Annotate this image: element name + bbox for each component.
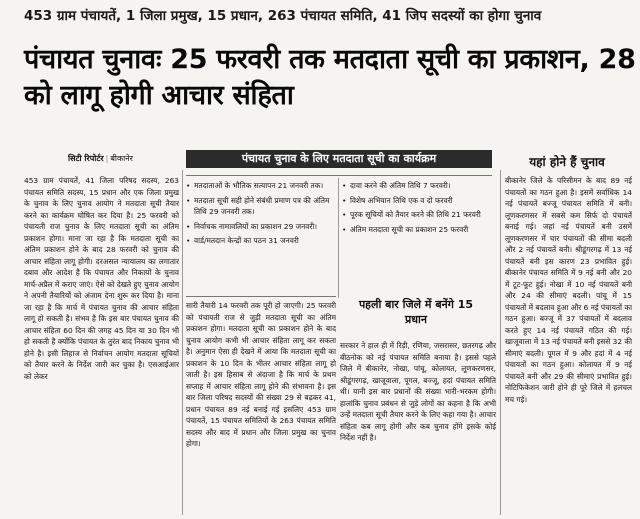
article-text: बीकानेर जिले के परिसीमन के बाद 89 नई पंचायतों का गठन हुआ है। इसमें सर्वाधिक 14 नई पंचायतें बज्जू पंचायत समिति में बनी। लूणकरणसर में सबसे कम सिर्फ दो पंचायतें बनाई गई। जहां नई पंचायतें बनी उसमें लूणकरणसर में चार पंचायतों की सीमा बदली और 2 नई पंचायतें बनी। श्रीडूंगरगढ़ में 13 नई पंचायतें बनी इस कारण 23 प्रभावित हुई। बीकानेर पंचायत समिति में 9 नई बनी और 20 में टूट-फूट हुई। नोखा में 10 नई पंचायतें बनी और 24 की सीमाएं बदली। पांचू में 15 पंचायतों में बदलाव हुआ और 6 नई पंचायतों का गठन हुआ। बज्जू में 37 पंचायतों में बदलाव करते हुए 14 नई पंचायतें गठित की गई। खाजूवाला में 13 नई पंचायतें बनी इससे 32 की सीमाएं बदली। पूगल में 9 और हदां में 4 नई पंचायतों का गठन हुआ। कोलायत में 9 नई पंचायतें बनी और 29 की सीमाएं प्रभावित हुई। नोटिफिकेशन जारी होने ही पूरे जिले में हलचल मच गई। bbox=[505, 176, 632, 404]
schedule-item: • अंतिम मतदाता सूची का प्रकाशन 25 फरवरी bbox=[342, 224, 492, 236]
subhead: पहली बार जिले में बनेंगे 15 प्रधान bbox=[358, 298, 474, 326]
schedule-list-right bbox=[342, 180, 492, 238]
kicker-line: 453 ग्राम पंचायतें, 1 जिला प्रमुख, 15 प्रधान, 263 पंचायत समिति, 41 जिप सदस्यों का होगा चुनाव bbox=[24, 8, 542, 24]
article-text: 453 ग्राम पंचायतें, 41 जिला परिषद सदस्य, 263 पंचायत समिति सदस्य, 15 प्रधान और एक जिला प्रमुख के चुनाव के लिए चुनाव आयोग ने मतदाता सूची तैयार करने का कार्यक्रम घोषित कर दिया है। 25 फरवरी को पंचायती राज चुनाव के लिए मतदाता सूची का अंतिम प्रकाशन होगा। माना जा रहा है कि मतदाता सूची का अंतिम प्रकाशन होने के बाद 28 फरवरी को चुनाव की आचार संहिता लागू होगी। दरअसल न्यायालय का लगातार दबाव और आदेश है कि पंचायत और निकायों के चुनाव मार्च-अप्रैल में कराए जाएं। ऐसे को देखते हुए चुनाव आयोग ने अपनी तैयारियों को अंजाम देना शुरू कर दिया है। माना जा रहा है कि मार्च में पंचायत चुनाव की आचार संहिता लागू हो सकती है। संभव है कि इस बार पंचायत चुनाव की आचार संहिता 60 दिन की जगह 45 दिन या 30 दिन भी हो सकती है क्योंकि पंचायत के तुरंत बाद निकाय चुनाव भी होने है। इसी लिहाज से निर्वाचन आयोग मतदाता सूचियों को तैयार करने के निर्देश जारी कर चुका है। एसआईआर को लेकर bbox=[24, 176, 179, 381]
divider bbox=[186, 296, 336, 297]
schedule-item: • निर्वाचक नामावलियों का प्रकाशन 29 जनवरी। bbox=[186, 221, 336, 233]
dateline-place: बीकानेर bbox=[110, 154, 133, 163]
schedule-list-left bbox=[186, 180, 336, 250]
column-divider bbox=[500, 170, 501, 515]
headline: पंचायत चुनावः 25 फरवरी तक मतदाता सूची का प्रकाशन, 28 को लागू होगी आचार संहिता bbox=[24, 44, 636, 111]
article-column-3 bbox=[340, 340, 496, 513]
article-text: सरकार ने हाल ही में रिड़ी, रणिया, जसरासर, छतरगढ़ और बीठनोक को नई पंचायत समिति बनाया है। इससे पहले जिले में बीकानेर, नोखा, पांचू, कोलायत, लूणकरणसर, श्रीडूंगरगढ़, खाजूवाला, पूगल, बज्जू, हदां पंचायत समिति थी। यानी इस बार प्रधानों की संख्या भारी-भरकम होगी। हालांकि चुनाव प्रबंधन से जुड़े लोगों का कहना है कि अभी उन्हें मतदाता सूची तैयार करने के लिए कहा गया है। आचार संहिता कब लागू होगी और कब चुनाव होंगे इसके कोई निर्देश नहीं है। bbox=[340, 341, 496, 442]
schedule-item: • मतदाता सूची सही होने संबंधी प्रमाण पत्र की अंतिम तिथि 29 जनवरी तक। bbox=[186, 195, 336, 218]
reporter-name: सिटी रिपोर्टर bbox=[68, 154, 104, 163]
schedule-item: • पूरक सूचियों को तैयार करने की तिथि 21 फरवरी bbox=[342, 209, 492, 221]
byline: सिटी रिपोर्टर | बीकानेर bbox=[68, 154, 133, 163]
column-divider bbox=[182, 170, 183, 515]
article-column-4 bbox=[505, 175, 632, 513]
column-divider bbox=[338, 178, 339, 298]
schedule-item: • दावा करने की अंतिम तिथि 7 फरवरी। bbox=[342, 180, 492, 192]
article-column-2 bbox=[186, 300, 336, 513]
divider bbox=[186, 175, 492, 176]
schedule-item: • वार्ड/मतदान केन्द्रों का पठन 31 जनवरी bbox=[186, 235, 336, 247]
schedule-item: • विशेष अभियान तिथि एक व दो फरवरी bbox=[342, 195, 492, 207]
schedule-banner: पंचायत चुनाव के लिए मतदाता सूची का कार्यक्रम bbox=[186, 150, 492, 168]
article-column-1 bbox=[24, 175, 179, 513]
article-text: सारी तैयारी 14 फरवरी तक पूरी हो जाएगी। 25 फरवरी को पंचायती राज से जुड़ी मतदाता सूची का अंतिम प्रकाशन होगा। मतदाता सूची का प्रकाशन होने के बाद चुनाव आयोग कभी भी आचार संहिता लागू कर सकता है। अनुमान ऐसा ही देखने में आया कि मतदाता सूची का प्रकाशन के 10 दिन के भीतर आचार संहिता लागू हो जाती है। इस हिसाब से अंदाजा है कि मार्च के प्रथम सप्ताह में आचार संहिता लागू होने की संभावना है। इस बार जिला परिषद सदस्यों की संख्या 29 से बढ़कर 41, प्रधान पंचायत 89 नई बनाई गई इसलिए 453 ग्राम पंचायतें, 15 पंचायत समितियों के 263 पंचायत समिति सदस्य और बाद में प्रधान और जिला प्रमुख का चुनाव होगा। bbox=[186, 301, 336, 448]
schedule-item: • मतदाताओं के भौतिक सत्यापन 21 जनवरी तक। bbox=[186, 180, 336, 192]
side-heading: यहां होने हैं चुनाव bbox=[529, 155, 605, 169]
